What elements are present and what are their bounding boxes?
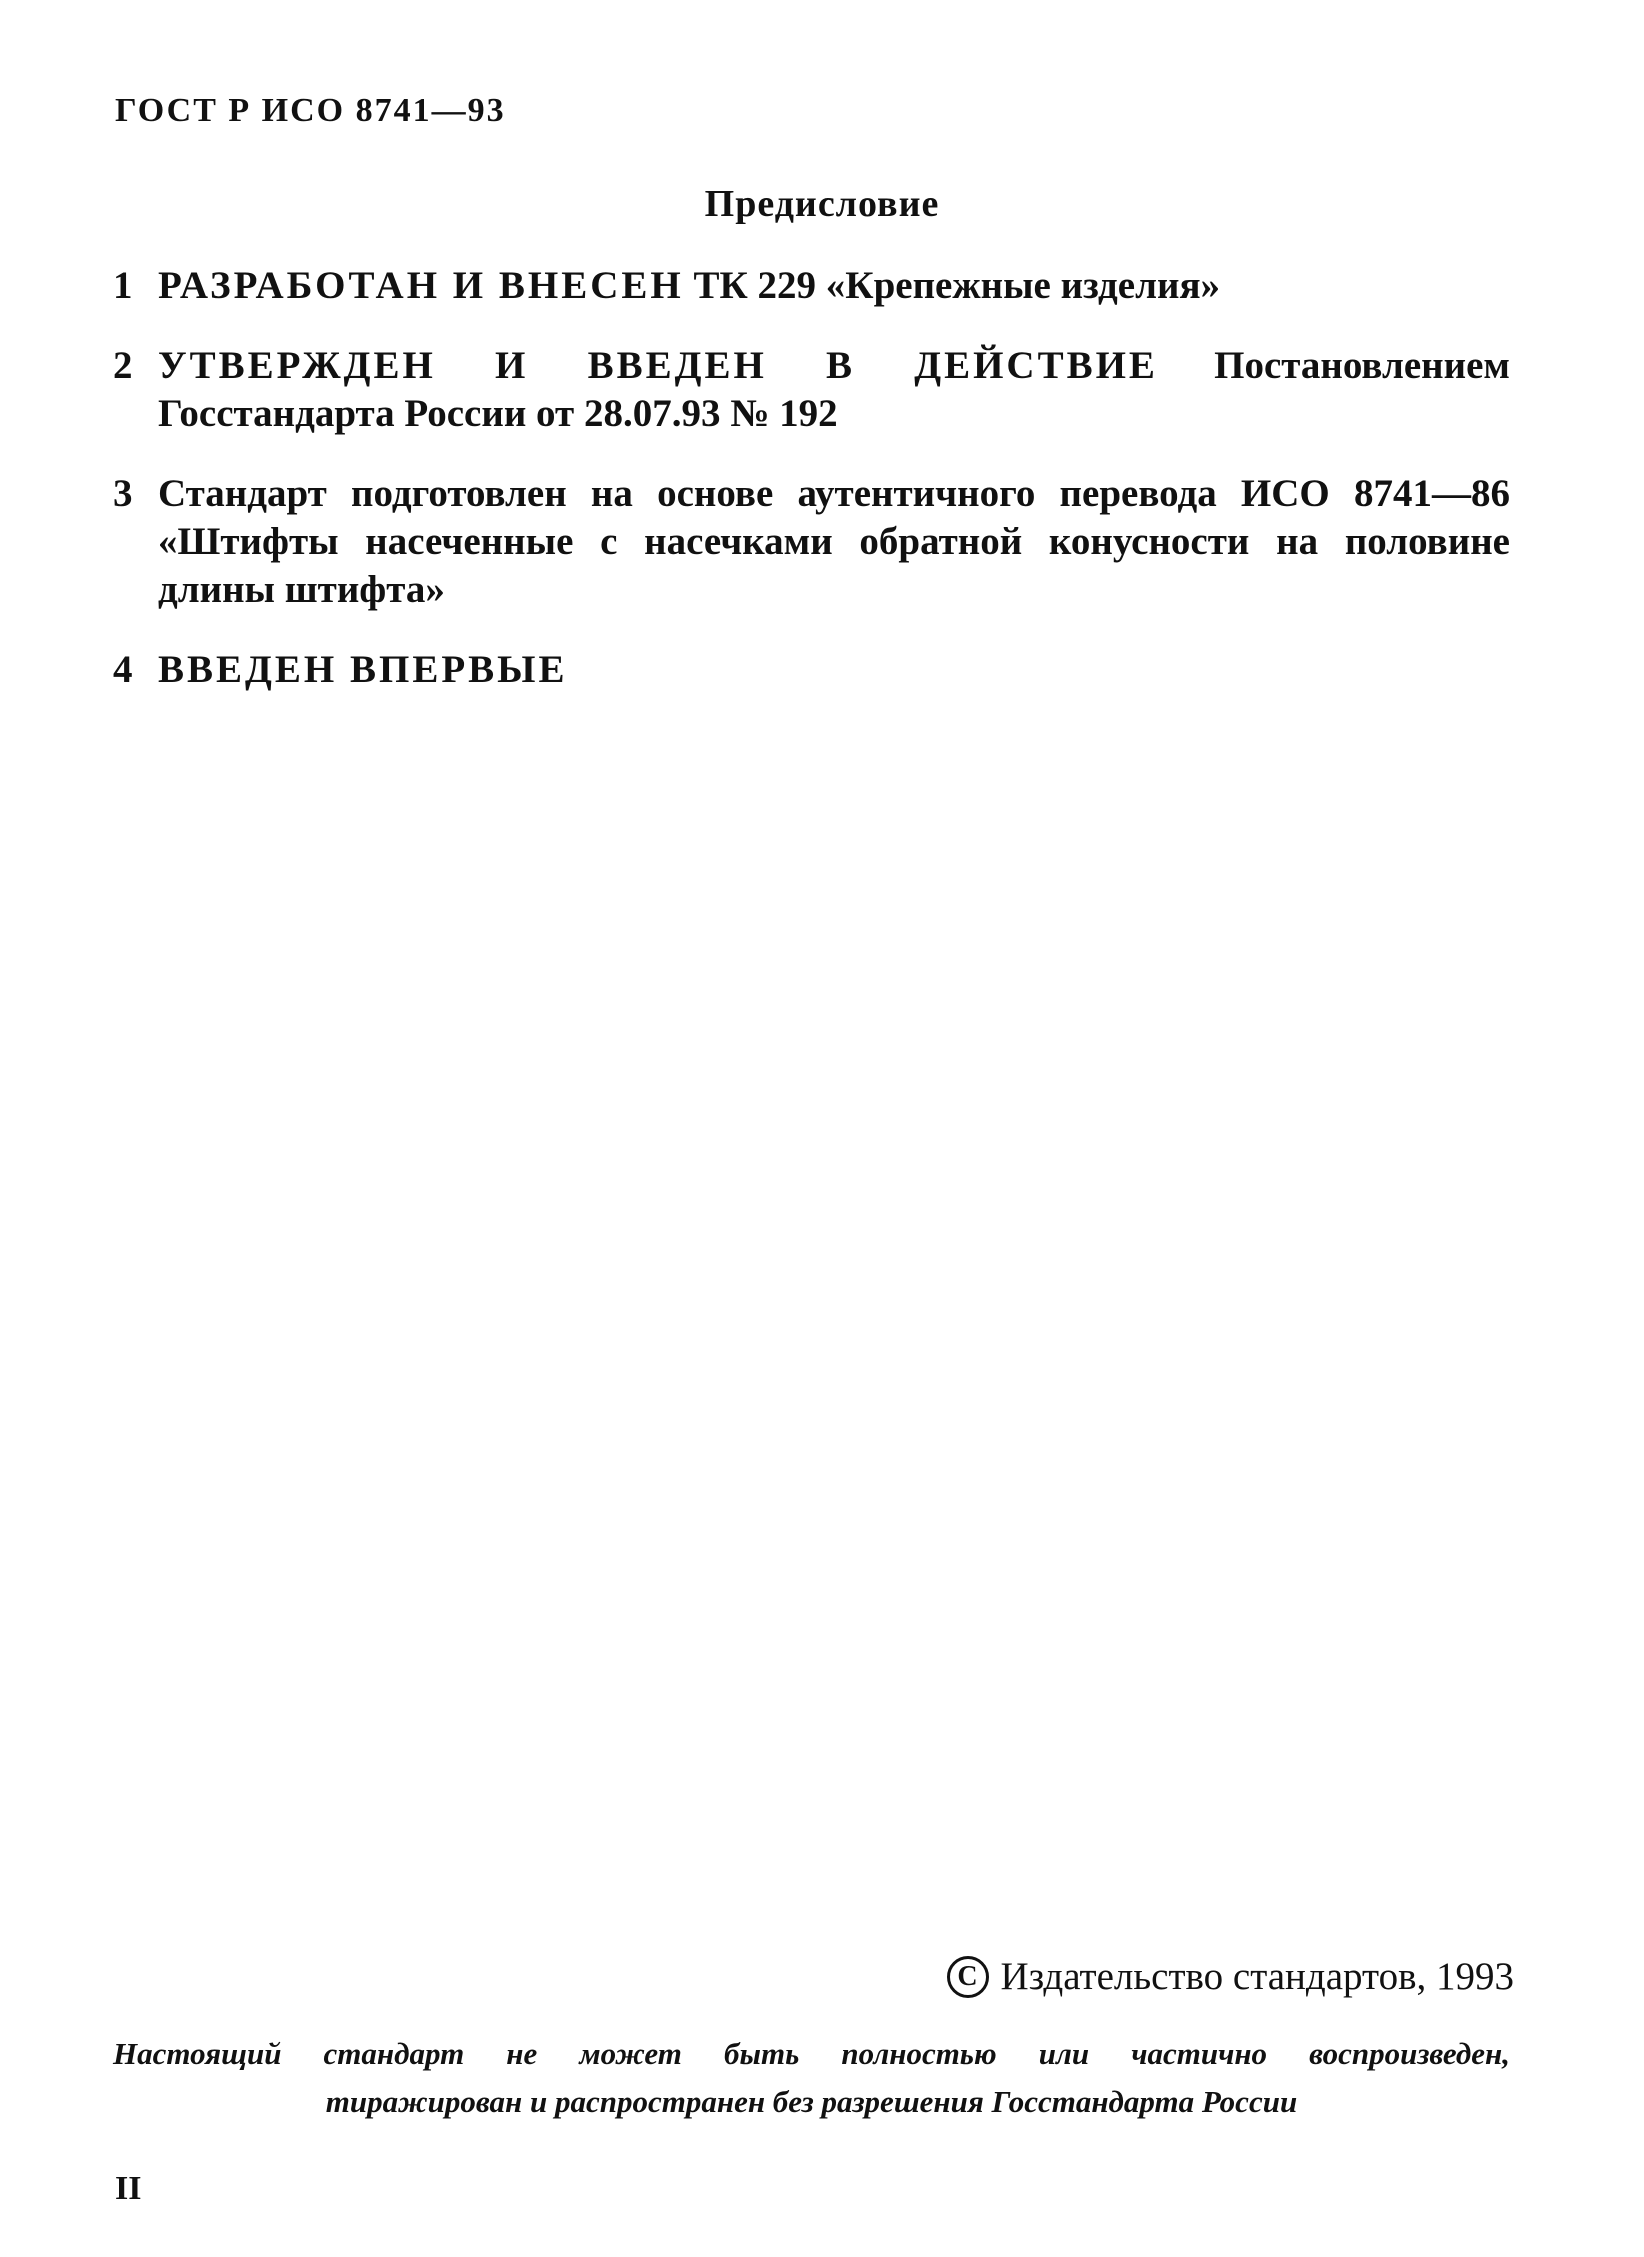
foreword-item-4 [113,646,1510,694]
foreword-title: Предисловие [704,183,940,225]
item-caps-text: ВВЕДЕН ВПЕРВЫЕ [158,648,568,691]
foreword-item-2 [113,342,1510,438]
item-number: 4 [113,648,133,691]
notice-line-1: Настоящий стандарт не может быть полностью или частично воспроизведен, [113,2036,1510,2071]
item-caps-text: УТВЕРЖДЕН И ВВЕДЕН В ДЕЙСТВИЕ [158,344,1158,387]
page-number: II [115,2170,142,2207]
item-text: Постановлением Госстандарта России от 28.07.93 № 192 [158,344,1510,435]
copyright-text: Издательство стандартов, 1993 [1000,1955,1514,1998]
item-caps-text: РАЗРАБОТАН И ВНЕСЕН [158,264,684,307]
item-number: 3 [113,472,133,515]
standard-code: ГОСТ Р ИСО 8741—93 [115,92,506,129]
foreword-item-3 [113,470,1510,614]
item-number: 2 [113,344,133,387]
foreword-item-1 [113,262,1510,310]
foreword-items [113,262,1510,726]
item-number: 1 [113,264,133,307]
copyright-icon: C [947,1956,989,1998]
copyright-line [947,1954,1514,1999]
notice-line-2: тиражирован и распространен без разрешения Госстандарта России [325,2084,1298,2119]
reproduction-notice [113,2030,1510,2126]
item-text: ТК 229 «Крепежные изделия» [683,264,1221,307]
item-text: Стандарт подготовлен на основе аутентичного перевода ИСО 8741—86 «Штифты насеченные с насечками обратной конусности на половине длины штифта» [158,472,1510,611]
